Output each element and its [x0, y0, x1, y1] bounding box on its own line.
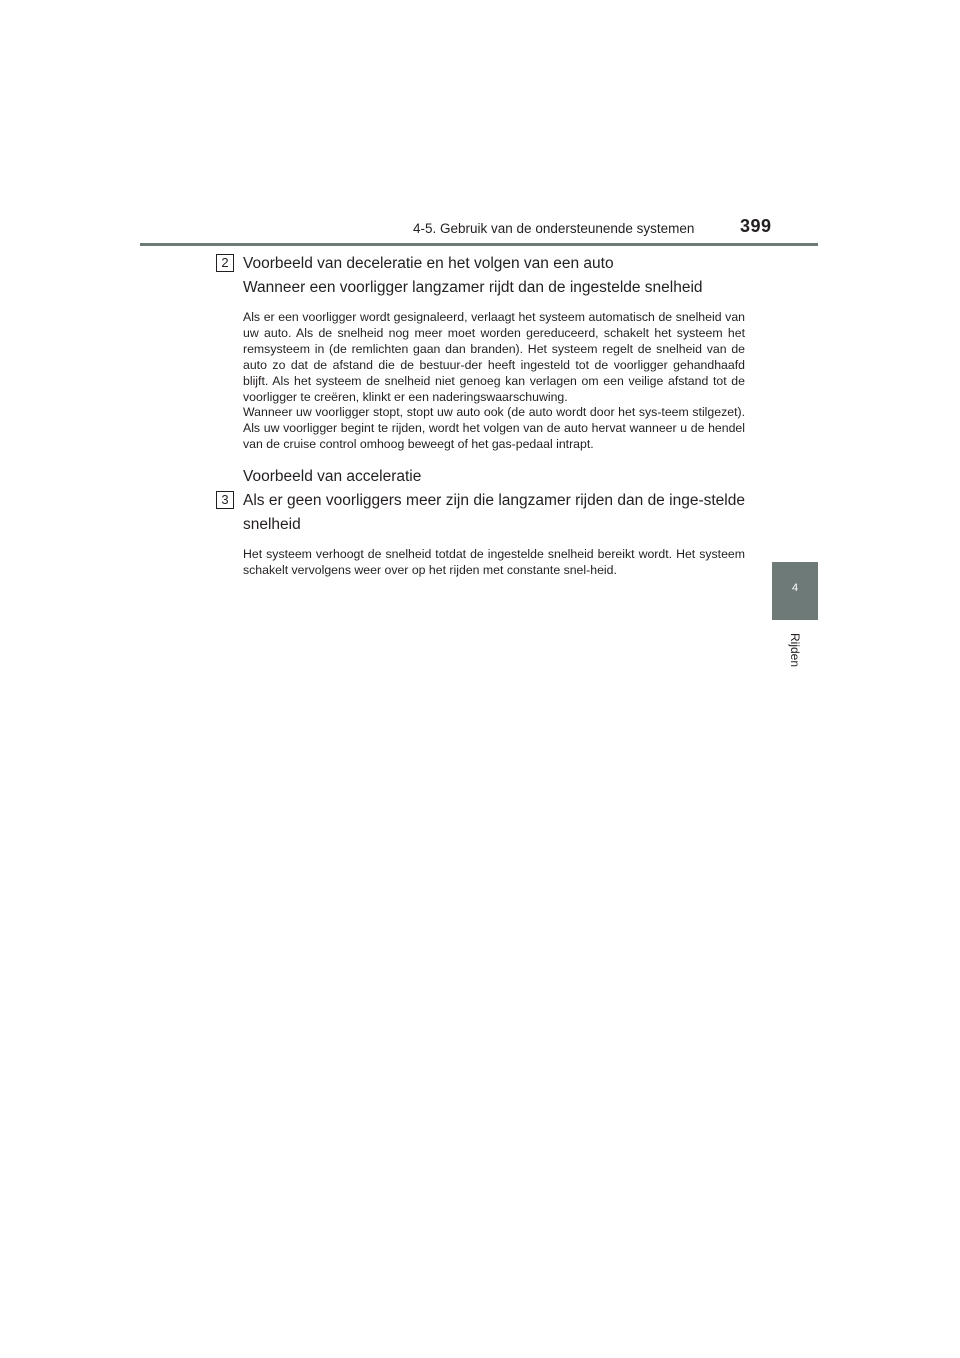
step-marker-2: 2 [216, 254, 234, 272]
section-title: 4-5. Gebruik van de ondersteunende systemen [413, 221, 695, 236]
page-number: 399 [740, 216, 772, 236]
step-heading-line: Als er geen voorliggers meer zijn die langzamer rijden dan de inge-stelde snelheid [243, 492, 745, 534]
header-divider [140, 243, 818, 246]
step-heading [243, 252, 745, 300]
body-paragraph: Als er een voorligger wordt gesignaleerd, verlaagt het systeem automatisch de snelheid van uw auto. Als de snelheid nog meer moet worden gereduceerd, schakelt het systeem het remsysteem in (de remlichten gaan dan branden). Het systeem regelt de snelheid van de auto zo dat de afstand die de bestuur-der heeft ingesteld tot de voorligger gehandhaafd blijft. Als het systeem de snelheid niet genoeg kan verlagen om een veilige afstand tot de voorligger te creëren, klinkt er een naderingswaarschuwing. [243, 310, 745, 404]
chapter-label-text: Rijden [788, 632, 802, 668]
step-item [243, 252, 745, 453]
step-heading-line: Voorbeeld van acceleratie [243, 468, 422, 486]
chapter-label [785, 630, 805, 670]
step-heading [243, 465, 745, 537]
chapter-tab [772, 562, 818, 620]
step-heading-line: Wanneer een voorligger langzamer rijdt dan de ingestelde snelheid [243, 279, 703, 296]
chapter-number: 4 [791, 582, 799, 594]
step-body [243, 547, 745, 579]
main-content [243, 252, 745, 589]
body-paragraph: Het systeem verhoogt de snelheid totdat de ingestelde snelheid bereikt wordt. Het systeem schakelt vervolgens weer over op het rijden met constante snel-heid. [243, 547, 745, 578]
body-paragraph: Wanneer uw voorligger stopt, stopt uw auto ook (de auto wordt door het sys-teem stilgezet). Als uw voorligger begint te rijden, wordt het volgen van de auto hervat wanneer u de hendel van de cruise control omhoog beweegt of het gas-pedaal intrapt. [243, 405, 745, 452]
step-marker-3: 3 [216, 491, 234, 509]
step-item [243, 465, 745, 579]
step-heading-line: Voorbeeld van deceleratie en het volgen van een auto [243, 255, 614, 272]
step-body [243, 310, 745, 453]
